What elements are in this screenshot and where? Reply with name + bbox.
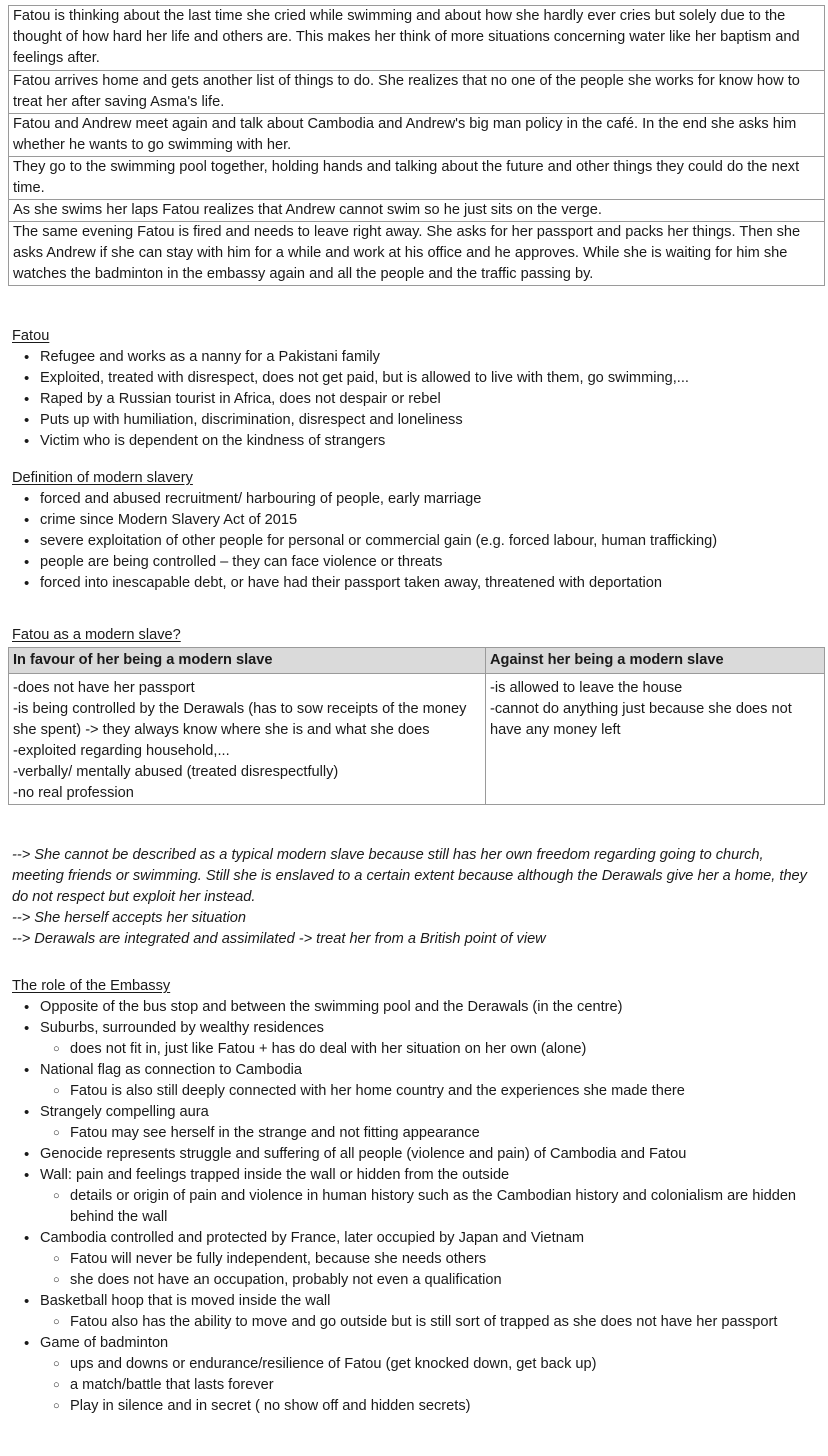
list-item: • people are being controlled – they can face violence or threats bbox=[24, 552, 717, 573]
sub-list-item: ○ she does not have an occupation, probably not even a qualification bbox=[53, 1270, 819, 1291]
against-cell bbox=[486, 674, 825, 805]
list-item: • severe exploitation of other people for personal or commercial gain (e.g. forced labour, human trafficking) bbox=[24, 531, 717, 552]
sub-list-item: ○ Fatou will never be fully independent, because she needs others bbox=[53, 1249, 819, 1270]
sub-list-item: ○ details or origin of pain and violence in human history such as the Cambodian history and colonialism are hidden behind the wall bbox=[53, 1186, 819, 1228]
sub-list-item: ○ Play in silence and in secret ( no show off and hidden secrets) bbox=[53, 1396, 819, 1417]
chapter-summary-table bbox=[8, 5, 825, 286]
list-item: • National flag as connection to Cambodia ○ Fatou is also still deeply connected with her home country and the experiences she made there bbox=[24, 1060, 819, 1102]
table-row bbox=[9, 200, 825, 222]
summary-cell: As she swims her laps Fatou realizes that Andrew cannot swim so he just sits on the verge. bbox=[9, 200, 825, 222]
fatou-heading: Fatou bbox=[12, 328, 50, 344]
conclusion-line: --> Derawals are integrated and assimilated -> treat her from a British point of view bbox=[12, 931, 546, 947]
sub-list-item: ○ Fatou may see herself in the strange and not fitting appearance bbox=[53, 1123, 819, 1144]
against-point: -is allowed to leave the house bbox=[490, 680, 683, 696]
summary-cell: They go to the swimming pool together, holding hands and talking about the future and other things they could do the next time. bbox=[9, 157, 825, 200]
modern-slave-comparison-table bbox=[8, 647, 825, 805]
list-item: • forced and abused recruitment/ harbouring of people, early marriage bbox=[24, 489, 717, 510]
favour-point: -is being controlled by the Derawals (has to sow receipts of the money she spent) -> they always know where she is and what she does bbox=[13, 701, 467, 738]
definition-heading: Definition of modern slavery bbox=[12, 470, 193, 486]
summary-cell: The same evening Fatou is fired and needs to leave right away. She asks for her passport and packs her things. Then she asks Andrew if she can stay with him for a while and work at his office and he approves. While she is waiting for him she watches the badminton in the embassy again and all the people and the traffic passing by. bbox=[9, 222, 825, 286]
list-item: • Game of badminton ○ ups and downs or endurance/resilience of Fatou (get knocked down, get back up) ○ a match/battle that lasts forever ○ Play in silence and in secret ( no show off and hidden secrets) bbox=[24, 1333, 819, 1417]
table-row bbox=[9, 222, 825, 286]
sub-list bbox=[40, 1039, 819, 1060]
summary-cell: Fatou arrives home and gets another list of things to do. She realizes that no one of the people she works for know how to treat her after saving Asma's life. bbox=[9, 71, 825, 114]
favour-point: -no real profession bbox=[13, 785, 134, 801]
sub-list bbox=[40, 1186, 819, 1228]
fatou-list bbox=[24, 347, 689, 452]
list-item: • Victim who is dependent on the kindness of strangers bbox=[24, 431, 689, 452]
comparison-heading: Fatou as a modern slave? bbox=[12, 627, 181, 643]
conclusion-block bbox=[12, 845, 817, 950]
sub-list bbox=[40, 1354, 819, 1417]
sub-list-item: ○ Fatou is also still deeply connected with her home country and the experiences she made there bbox=[53, 1081, 819, 1102]
sub-list-item: ○ does not fit in, just like Fatou + has do deal with her situation on her own (alone) bbox=[53, 1039, 819, 1060]
sub-list-item: ○ ups and downs or endurance/resilience of Fatou (get knocked down, get back up) bbox=[53, 1354, 819, 1375]
favour-cell bbox=[9, 674, 486, 805]
conclusion-line: --> She cannot be described as a typical modern slave because still has her own freedom regarding going to church, meeting friends or swimming. Still she is enslaved to a certain extent because although the Derawals give her a home, they do not respect but exploit her instead. bbox=[12, 847, 807, 905]
table-row bbox=[9, 157, 825, 200]
sub-list bbox=[40, 1312, 819, 1333]
conclusion-line: --> She herself accepts her situation bbox=[12, 910, 247, 926]
summary-cell: Fatou and Andrew meet again and talk about Cambodia and Andrew's big man policy in the café. In the end she asks him whether he wants to go swimming with her. bbox=[9, 114, 825, 157]
list-item: • Exploited, treated with disrespect, does not get paid, but is allowed to live with them, go swimming,... bbox=[24, 368, 689, 389]
list-item: • Wall: pain and feelings trapped inside the wall or hidden from the outside ○ details or origin of pain and violence in human history such as the Cambodian history and colonialism are hidden behind the wall bbox=[24, 1165, 819, 1228]
list-item: • Opposite of the bus stop and between the swimming pool and the Derawals (in the centre) bbox=[24, 997, 819, 1018]
sub-list-item: ○ a match/battle that lasts forever bbox=[53, 1375, 819, 1396]
favour-point: -does not have her passport bbox=[13, 680, 195, 696]
favour-point: -verbally/ mentally abused (treated disrespectfully) bbox=[13, 764, 339, 780]
sub-list bbox=[40, 1123, 819, 1144]
list-item: • Strangely compelling aura ○ Fatou may see herself in the strange and not fitting appearance bbox=[24, 1102, 819, 1144]
table-row bbox=[9, 114, 825, 157]
table-header-row bbox=[9, 648, 825, 674]
favour-point: -exploited regarding household,... bbox=[13, 743, 230, 759]
list-item: • Basketball hoop that is moved inside the wall ○ Fatou also has the ability to move and go outside but is still sort of trapped as she does not have her passport bbox=[24, 1291, 819, 1333]
sub-list-item: ○ Fatou also has the ability to move and go outside but is still sort of trapped as she does not have her passport bbox=[53, 1312, 819, 1333]
list-item: • forced into inescapable debt, or have had their passport taken away, threatened with deportation bbox=[24, 573, 717, 594]
list-item: • crime since Modern Slavery Act of 2015 bbox=[24, 510, 717, 531]
list-item: • Genocide represents struggle and suffering of all people (violence and pain) of Cambodia and Fatou bbox=[24, 1144, 819, 1165]
table-row bbox=[9, 6, 825, 71]
definition-list bbox=[24, 489, 717, 594]
favour-column-header: In favour of her being a modern slave bbox=[9, 648, 486, 674]
sub-list bbox=[40, 1081, 819, 1102]
sub-list bbox=[40, 1249, 819, 1291]
table-row bbox=[9, 674, 825, 805]
list-item: • Cambodia controlled and protected by France, later occupied by Japan and Vietnam ○ Fatou will never be fully independent, because she needs others ○ she does not have an occupation, probably not even a qualification bbox=[24, 1228, 819, 1291]
against-point: -cannot do anything just because she does not have any money left bbox=[490, 701, 792, 738]
embassy-list bbox=[24, 997, 819, 1417]
summary-cell: Fatou is thinking about the last time she cried while swimming and about how she hardly ever cries but solely due to the thought of how hard her life and others are. This makes her think of more situations concerning water like her baptism and feelings after. bbox=[9, 6, 825, 71]
list-item: • Suburbs, surrounded by wealthy residences ○ does not fit in, just like Fatou + has do deal with her situation on her own (alone) bbox=[24, 1018, 819, 1060]
list-item: • Raped by a Russian tourist in Africa, does not despair or rebel bbox=[24, 389, 689, 410]
list-item: • Refugee and works as a nanny for a Pakistani family bbox=[24, 347, 689, 368]
table-row bbox=[9, 71, 825, 114]
embassy-heading: The role of the Embassy bbox=[12, 978, 171, 994]
list-item: • Puts up with humiliation, discrimination, disrespect and loneliness bbox=[24, 410, 689, 431]
against-column-header: Against her being a modern slave bbox=[486, 648, 825, 674]
